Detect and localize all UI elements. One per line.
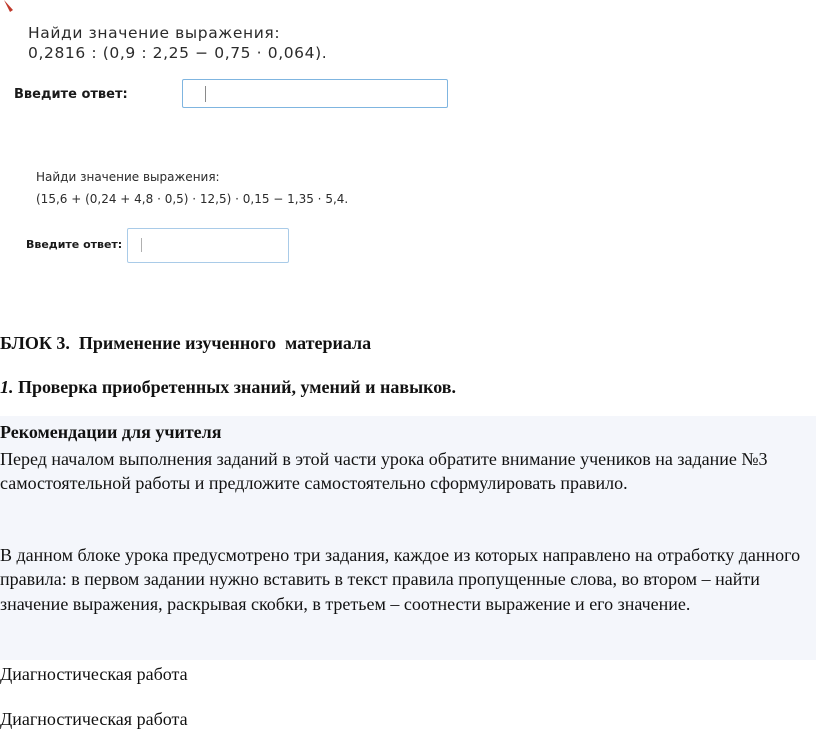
text-caret bbox=[141, 238, 142, 252]
diagnostic-work-label: Диагностическая работа bbox=[0, 664, 188, 684]
task2-answer-label: Введите ответ: bbox=[26, 238, 123, 251]
teacher-recommendations bbox=[0, 416, 816, 660]
recommendations-title: Рекомендации для учителя bbox=[0, 422, 222, 442]
task1-answer-input[interactable] bbox=[182, 79, 448, 108]
diagnostic-work-label: Диагностическая работа bbox=[0, 709, 188, 729]
check-number: 1. bbox=[0, 377, 14, 397]
corner-mark-icon bbox=[0, 0, 20, 20]
task2-expression: (15,6 + (0,24 + 4,8 · 0,5) · 12,5) · 0,15 − 1,35 · 5,4. bbox=[36, 192, 349, 206]
text-caret bbox=[205, 86, 206, 102]
task1-expression: 0,2816 : (0,9 : 2,25 − 0,75 · 0,064). bbox=[28, 44, 328, 62]
task2-heading: Найди значение выражения: bbox=[36, 170, 220, 184]
recommendations-paragraph-1: Перед началом выполнения заданий в этой части урока обратите внимание учеников на задание №3 самостоятельной работы и предложите самостоятельно сформулировать правило. bbox=[0, 449, 768, 494]
check-text: Проверка приобретенных знаний, умений и навыков. bbox=[13, 377, 457, 397]
task1-answer-label: Введите ответ: bbox=[14, 87, 128, 102]
task1-heading: Найди значение выражения: bbox=[28, 24, 281, 42]
block-heading: БЛОК 3. Применение изученного материала bbox=[0, 333, 372, 353]
check-heading bbox=[0, 377, 456, 398]
recommendations-paragraph-2: В данном блоке урока предусмотрено три задания, каждое из которых направлено на отработку данного правила: в первом задании нужно вставить в текст правила пропущенные слова, во втором – найти значение выражения, раскрывая скобки, в третьем – соотнести выражение и его значение. bbox=[0, 545, 801, 614]
task2-answer-input[interactable] bbox=[127, 228, 289, 263]
